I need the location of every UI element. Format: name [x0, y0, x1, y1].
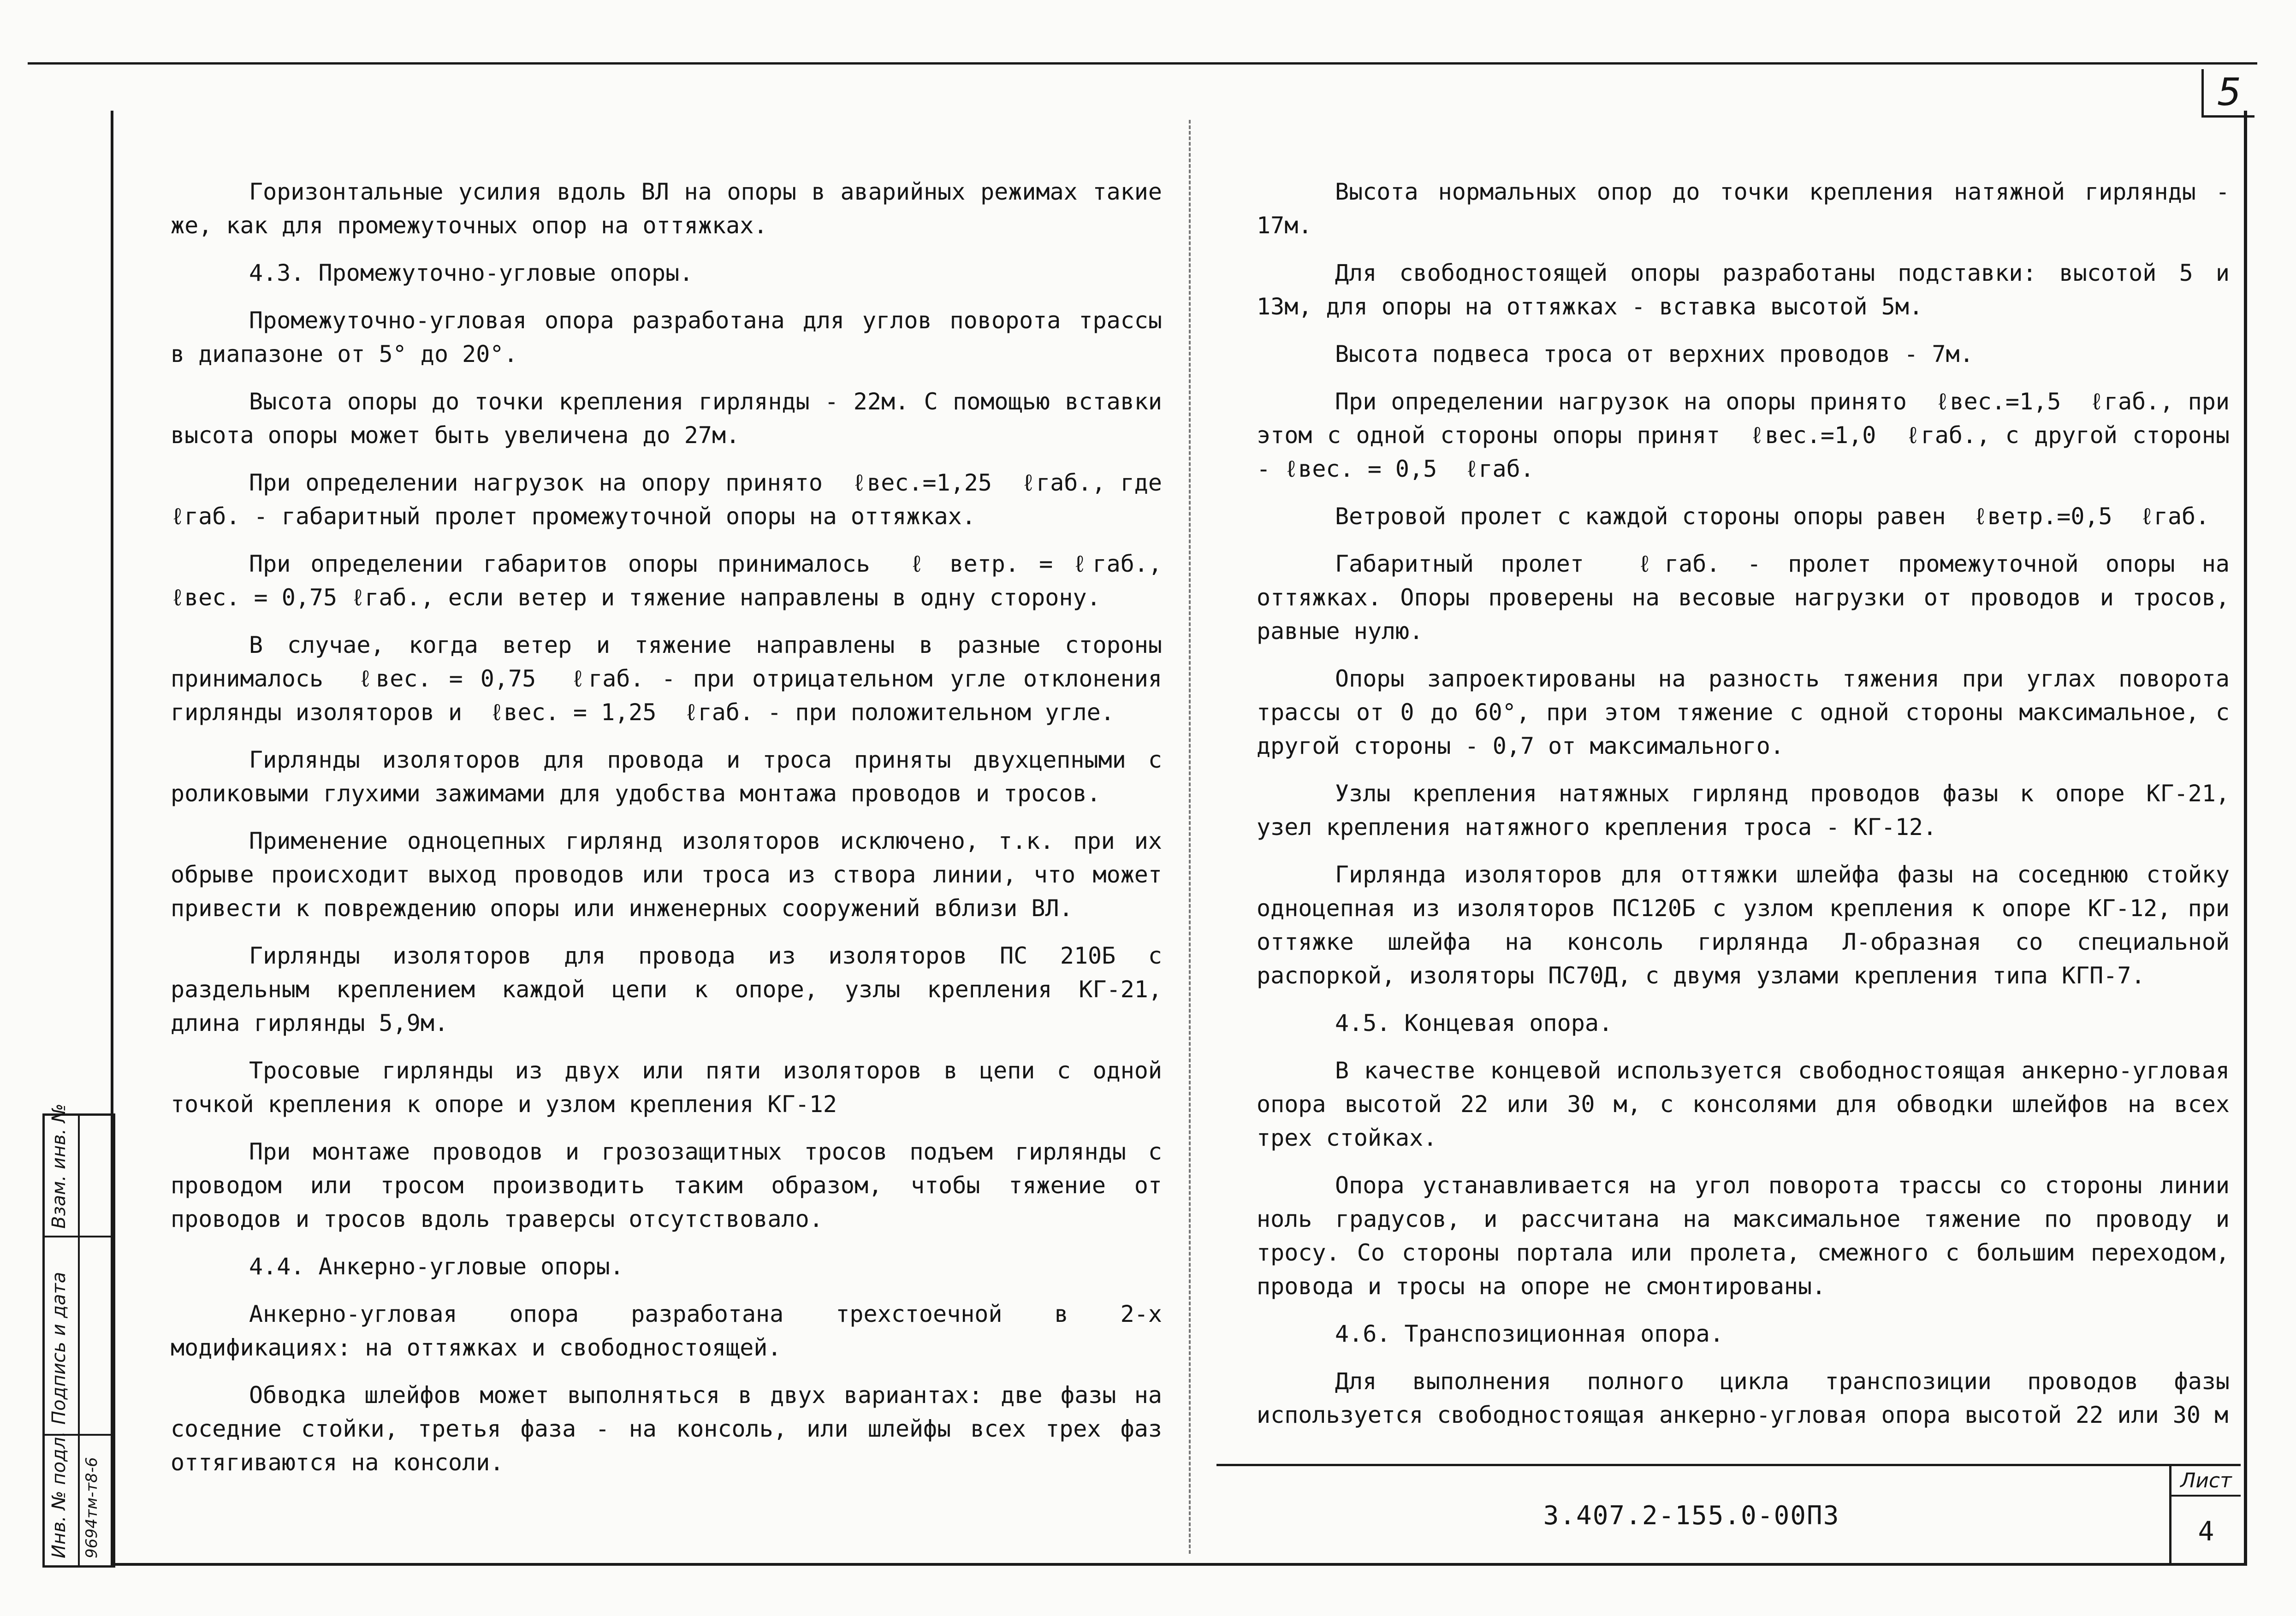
left-text-column: [171, 175, 1218, 1493]
paragraph: Габаритный пролет ℓгаб. - пролет промежуточной опоры на оттяжках. Опоры проверены на весовые нагрузки от проводов и тросов, равные нулю.: [1257, 551, 2244, 645]
top-rule: [28, 62, 2257, 65]
paragraph: Гирлянды изоляторов для провода и троса приняты двухцепными с роликовыми глухими зажимами для удобства монтажа проводов и тросов.: [171, 746, 1176, 807]
paragraph: Горизонтальные усилия вдоль ВЛ на опоры в аварийных режимах такие же, как для промежуточных опор на оттяжках.: [171, 178, 1176, 239]
sheet-number: 4: [2198, 1515, 2214, 1547]
right-text-column: [1257, 175, 2244, 1446]
title-block: [1216, 1464, 2241, 1565]
paragraph: Для свободностоящей опоры разработаны подставки: высотой 5 и 13м, для опоры на оттяжках - вставка высотой 5м.: [1257, 260, 2244, 320]
side-stamp-strip: [42, 1103, 115, 1568]
paragraph: При определении нагрузок на опору принято ℓвес.=1,25 ℓгаб., где ℓгаб. - габаритный пролет промежуточной опоры на оттяжках.: [171, 469, 1190, 530]
paragraph: Для выполнения полного цикла транспозиции проводов фазы используется свободностоящая анкерно-угловая опора высотой 22 или 30 м: [1257, 1368, 2244, 1428]
paragraph: Промежуточно-угловая опора разработана для углов поворота трассы в диапазоне от 5° до 20°.: [171, 307, 1176, 367]
paragraph: Высота нормальных опор до точки крепления натяжной гирлянды - 17м.: [1257, 178, 2244, 239]
paragraph: Гирлянды изоляторов для провода из изоляторов ПС 210Б с раздельным креплением каждой цепи к опоре, узлы крепления КГ-21, длина гирлянды 5,9м.: [171, 942, 1218, 1036]
section-heading: 4.5. Концевая опора.: [1335, 1010, 1613, 1036]
document-code: 3.407.2-155.0-00ПЗ: [1543, 1501, 1840, 1531]
paragraph: Гирлянда изоляторов для оттяжки шлейфа фазы на соседнюю стойку одноцепная из изоляторов ПС120Б с узлом крепления к опоре КГ-12, при оттяжке шлейфа на консоль гирлянда Л-образная со специальной распоркой, изоляторы ПС70Д, с двумя узлами крепления типа КГП-7.: [1257, 861, 2244, 989]
paragraph: Узлы крепления натяжных гирлянд проводов фазы к опоре КГ-21, узел крепления натяжного крепления троса - КГ-12.: [1257, 780, 2244, 841]
sheet-label: Лист: [2171, 1466, 2241, 1497]
section-heading: 4.3. Промежуточно-угловые опоры.: [249, 260, 694, 286]
paragraph: Обводка шлейфов может выполняться в двух вариантах: две фазы на соседние стойки, третья фаза - на консоль, или шлейфы всех трех фаз оттягиваются на консоли.: [171, 1382, 1176, 1476]
paragraph: Анкерно-угловая опора разработана трехстоечной в 2-х модификациях: на оттяжках и свободностоящей.: [171, 1301, 1176, 1361]
paragraph: Применение одноцепных гирлянд изоляторов исключено, т.к. при их обрыве происходит выход проводов или троса из створа линии, что может привести к повреждению опоры или инженерных сооружений вблизи ВЛ.: [171, 828, 1176, 922]
sheet-box: [2169, 1466, 2241, 1565]
section-heading: 4.4. Анкерно-угловые опоры.: [249, 1253, 624, 1280]
signature-date-label: Подпись и дата: [48, 1272, 70, 1425]
paragraph: Ветровой пролет с каждой стороны опоры равен ℓветр.=0,5 ℓгаб.: [1335, 503, 2210, 530]
paragraph: Опора устанавливается на угол поворота трассы со стороны линии ноль градусов, и рассчитана на максимальное тяжение по проводу и тросу. Со стороны портала или пролета, смежного с большим переходом, провода и тросы на опоре не смонтированы.: [1257, 1172, 2244, 1300]
paragraph: При монтаже проводов и грозозащитных тросов подъем гирлянды с проводом или тросом производить таким образом, чтобы тяжение от проводов и тросов вдоль траверсы отсутствовало.: [171, 1138, 1176, 1232]
paragraph: В случае, когда ветер и тяжение направлены в разные стороны принималось ℓвес. = 0,75 ℓгаб. - при отрицательном угле отклонения гирлянды изоляторов и ℓвес. = 1,25 ℓгаб. - при положительном угле.: [171, 632, 1176, 726]
paragraph: В качестве концевой используется свободностоящая анкерно-угловая опора высотой 22 или 30 м, с консолями для обводки шлейфов на всех трех стойках.: [1257, 1057, 2244, 1151]
paragraph: При определении габаритов опоры принималось ℓ ветр. = ℓгаб., ℓвес. = 0,75 ℓгаб., если ветер и тяжение направлены в одну сторону.: [171, 551, 1176, 611]
paragraph: Высота опоры до точки крепления гирлянды - 22м. С помощью вставки высота опоры может быть увеличена до 27м.: [171, 388, 1176, 449]
page-fold-line: [1189, 120, 1191, 1554]
sheet-corner-number: 5: [2201, 69, 2254, 118]
inventory-number-label: Инв. № подл.: [48, 1431, 70, 1558]
inventory-number-value: 9694тм-т8-6: [83, 1457, 101, 1558]
paragraph: Высота подвеса троса от верхних проводов - 7м.: [1335, 341, 1974, 367]
paragraph: Опоры запроектированы на разность тяжения при углах поворота трассы от 0 до 60°, при этом тяжение с одной стороны максимальное, с другой стороны - 0,7 от максимального.: [1257, 665, 2244, 759]
paragraph: При определении нагрузок на опоры принято ℓвес.=1,5 ℓгаб., при этом с одной стороны опоры принят ℓвес.=1,0 ℓгаб., с другой стороны - ℓвес. = 0,5 ℓгаб.: [1257, 388, 2244, 482]
section-heading: 4.6. Транспозиционная опора.: [1335, 1320, 1724, 1347]
replace-inv-label: Взам. инв. №: [48, 1103, 70, 1229]
side-strip-divider: [45, 1236, 113, 1237]
paragraph: Тросовые гирлянды из двух или пяти изоляторов в цепи с одной точкой крепления к опоре и узлом крепления КГ-12: [171, 1057, 1176, 1118]
